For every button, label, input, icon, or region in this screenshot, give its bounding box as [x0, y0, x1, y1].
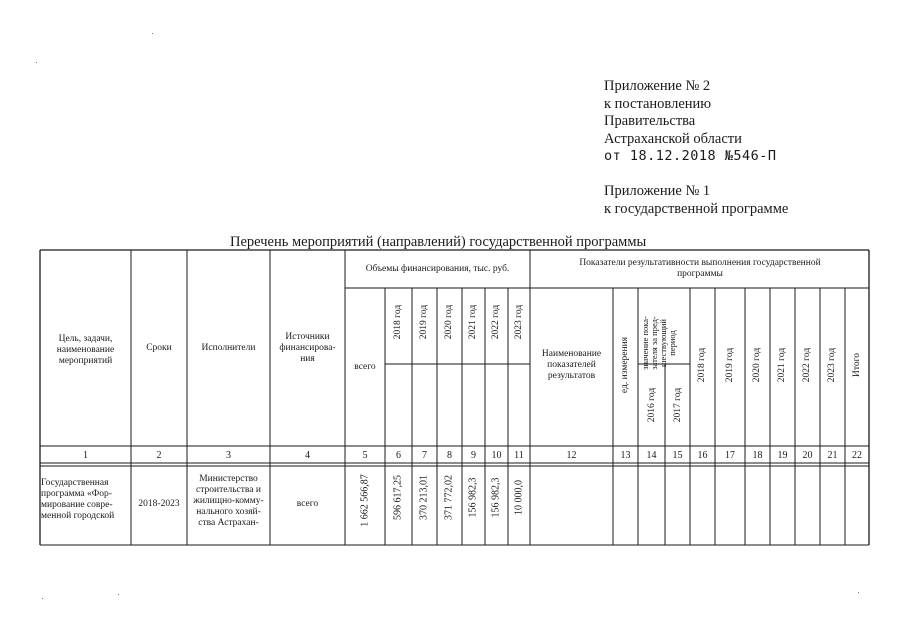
col-number: 19	[777, 450, 788, 461]
header-line: Приложение № 2	[604, 78, 711, 94]
ind-year-2021: 2021 год	[777, 347, 787, 383]
group-indicators-header: Показатели результативности выполнения государственной программы	[579, 258, 821, 279]
header-line: к государственной программе	[604, 200, 789, 217]
col-sources-header: Источники финансирова- ния	[279, 331, 336, 364]
col-prev-value-header: значение пока- зателя за пред- шествующий период	[640, 316, 677, 370]
col-number: 15	[672, 450, 683, 461]
header-line: Приложение № 1	[604, 182, 711, 199]
col-number: 5	[362, 450, 368, 461]
col-number: 12	[566, 450, 577, 461]
prev-year-2017: 2017 год	[673, 387, 683, 423]
col-executors-header: Исполнители	[201, 342, 256, 353]
header-line: к постановлению	[604, 95, 712, 112]
ind-year-2020: 2020 год	[752, 347, 762, 383]
row-executors-cell: Министерство строительства и жилищно-комму- нального хозяй- ства Астрахан-	[193, 474, 264, 528]
finance-year-2021: 2021 год	[468, 304, 478, 340]
amount-total: 1 662 566,87	[359, 474, 371, 527]
amount-2020: 371 772,02	[443, 475, 455, 520]
col-terms-header: Сроки	[146, 342, 172, 353]
group-finance-header: Объемы финансирования, тыс. руб.	[365, 263, 510, 274]
row-goal-cell: Государственная программа «Фор- мирование совре- менной городской	[41, 478, 115, 521]
row-terms-cell: 2018-2023	[138, 498, 180, 509]
col-unit-header: ед. измерения	[620, 336, 630, 394]
amount-2018: 596 617,25	[392, 475, 404, 520]
col-number: 8	[447, 450, 452, 461]
amount-2022: 156 982,3	[490, 477, 502, 518]
col-number: 16	[697, 450, 708, 461]
finance-year-2020: 2020 год	[444, 304, 454, 340]
col-number: 3	[226, 450, 231, 461]
amount-2019: 370 213,01	[418, 475, 430, 520]
ind-year-2018: 2018 год	[697, 347, 707, 383]
prev-year-2016: 2016 год	[647, 387, 657, 423]
document-title: Перечень мероприятий (направлений) государственной программы	[230, 234, 647, 250]
col-number: 14	[646, 450, 657, 461]
col-number: 13	[620, 450, 631, 461]
amount-2021: 156 982,3	[467, 477, 479, 518]
col-number: 1	[83, 450, 88, 461]
col-number: 6	[396, 450, 401, 461]
col-number: 18	[752, 450, 763, 461]
header-line: Правительства	[604, 113, 696, 130]
col-goal-header: Цель, задачи, наименование мероприятий	[56, 333, 115, 366]
col-number: 10	[491, 450, 502, 461]
col-itogo-header: Итого	[852, 352, 862, 378]
finance-year-2022: 2022 год	[491, 304, 501, 340]
col-number: 4	[305, 450, 310, 461]
col-number: 2	[156, 450, 162, 461]
ind-year-2023: 2023 год	[827, 347, 837, 383]
amount-2023: 10 000,0	[513, 480, 525, 515]
col-number: 20	[802, 450, 813, 461]
ind-year-2019: 2019 год	[725, 347, 735, 383]
col-number: 9	[471, 450, 476, 461]
col-number: 21	[827, 450, 838, 461]
finance-year-2019: 2019 год	[419, 304, 429, 340]
col-total-header: всего	[354, 361, 376, 372]
col-number: 22	[852, 450, 862, 461]
finance-year-2018: 2018 год	[393, 304, 403, 340]
ind-year-2022: 2022 год	[802, 347, 812, 383]
col-indicator-name-header: Наименование показателей результатов	[541, 348, 602, 381]
header-line-date: от 18.12.2018 №546-П	[604, 148, 777, 165]
row-sources-cell: всего	[296, 498, 319, 509]
col-number: 7	[422, 450, 427, 461]
col-number: 17	[725, 450, 735, 461]
finance-year-2023: 2023 год	[514, 304, 524, 340]
col-number: 11	[514, 450, 524, 461]
header-line: Астраханской области	[604, 130, 742, 147]
